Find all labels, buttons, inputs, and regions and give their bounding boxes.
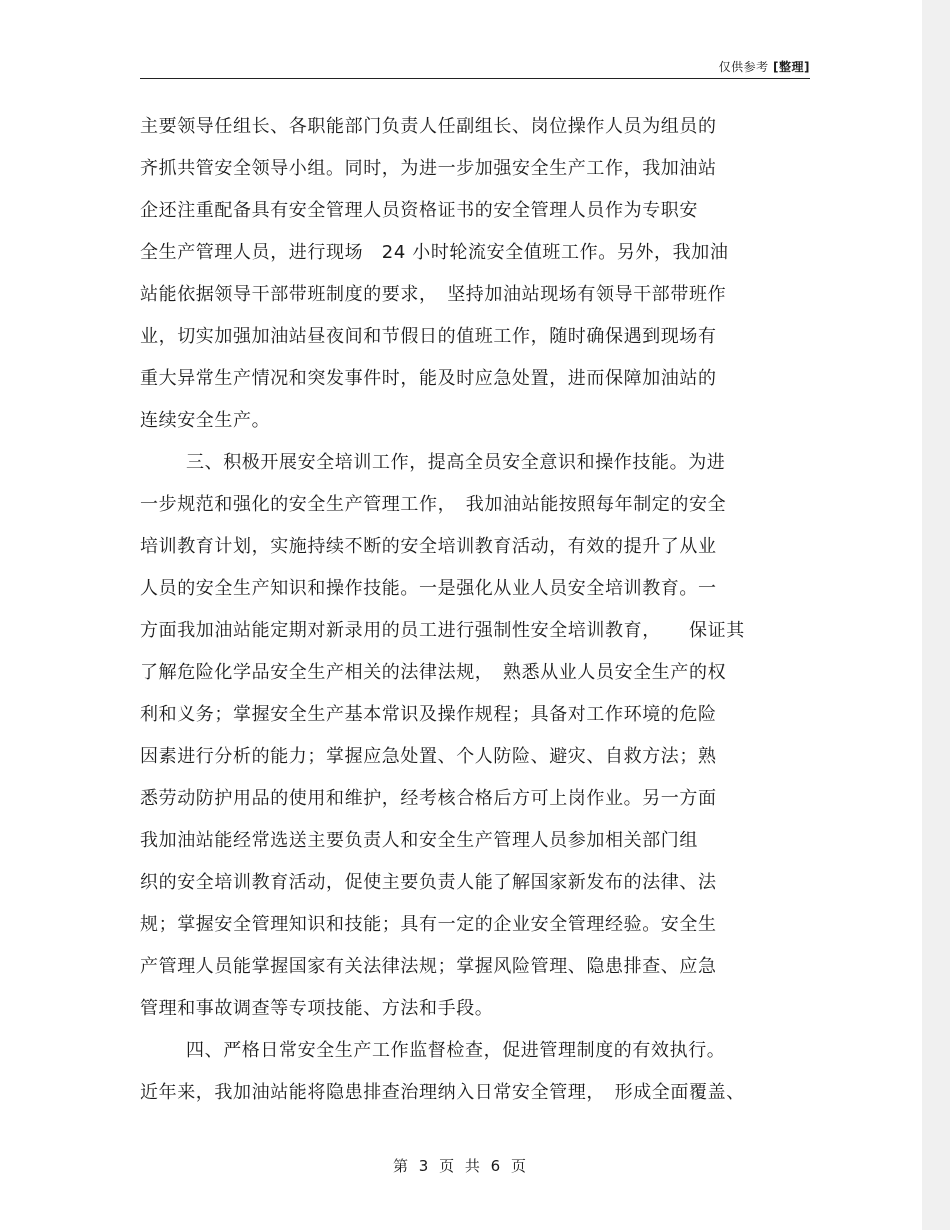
text-line: 产管理人员能掌握国家有关法律法规；掌握风险管理、隐患排查、应急 xyxy=(140,956,717,977)
text-line: 三、积极开展安全培训工作，提高全员安全意识和操作技能。为进 xyxy=(186,452,726,473)
text-line: 了解危险化学品安全生产相关的法律法规， 熟悉从业人员安全生产的权 xyxy=(140,662,727,683)
header-text xyxy=(719,58,810,75)
page-footer: 第 3 页 共 6 页 xyxy=(393,1157,529,1175)
text-line: 连续安全生产。 xyxy=(140,410,271,431)
text-line: 利和义务；掌握安全生产基本常识及操作规程；具备对工作环境的危险 xyxy=(140,704,717,725)
text-line: 站能依据领导干部带班制度的要求， 坚持加油站现场有领导干部带班作 xyxy=(140,284,727,305)
text-line: 主要领导任组长、各职能部门负责人任副组长、岗位操作人员为组员的 xyxy=(140,116,717,137)
text-line: 管理和事故调查等专项技能、方法和手段。 xyxy=(140,998,494,1019)
text-line: 近年来，我加油站能将隐患排查治理纳入日常安全管理， 形成全面覆盖、 xyxy=(140,1082,745,1103)
text-line: 规；掌握安全管理知识和技能；具有一定的企业安全管理经验。安全生 xyxy=(140,914,717,935)
text-line: 人员的安全生产知识和操作技能。一是强化从业人员安全培训教育。一 xyxy=(140,578,717,599)
document-body xyxy=(140,112,820,1120)
text-line: 四、严格日常安全生产工作监督检查，促进管理制度的有效执行。 xyxy=(186,1040,726,1061)
text-line: 业，切实加强加油站昼夜间和节假日的值班工作，随时确保遇到现场有 xyxy=(140,326,717,347)
text-line: 因素进行分析的能力；掌握应急处置、个人防险、避灾、自救方法；熟 xyxy=(140,746,717,767)
text-line: 织的安全培训教育活动，促使主要负责人能了解国家新发布的法律、法 xyxy=(140,872,717,893)
text-line: 悉劳动防护用品的使用和维护，经考核合格后方可上岗作业。另一方面 xyxy=(140,788,717,809)
header-tag: [整理] xyxy=(773,60,810,74)
text-line: 一步规范和强化的安全生产管理工作， 我加油站能按照每年制定的安全 xyxy=(140,494,727,515)
text-line: 培训教育计划，实施持续不断的安全培训教育活动，有效的提升了从业 xyxy=(140,536,717,557)
text-line: 全生产管理人员，进行现场 24 小时轮流安全值班工作。另外，我加油 xyxy=(140,242,729,263)
text-line: 我加油站能经常选送主要负责人和安全生产管理人员参加相关部门组 xyxy=(140,830,698,851)
text-line: 方面我加油站能定期对新录用的员工进行强制性安全培训教育， 保证其 xyxy=(140,620,745,641)
header-label: 仅供参考 xyxy=(718,60,769,74)
text-line: 企还注重配备具有安全管理人员资格证书的安全管理人员作为专职安 xyxy=(140,200,698,221)
page-header xyxy=(140,58,810,79)
text-line: 齐抓共管安全领导小组。同时，为进一步加强安全生产工作，我加油站 xyxy=(140,158,717,179)
text-line: 重大异常生产情况和突发事件时，能及时应急处置，进而保障加油站的 xyxy=(140,368,717,389)
